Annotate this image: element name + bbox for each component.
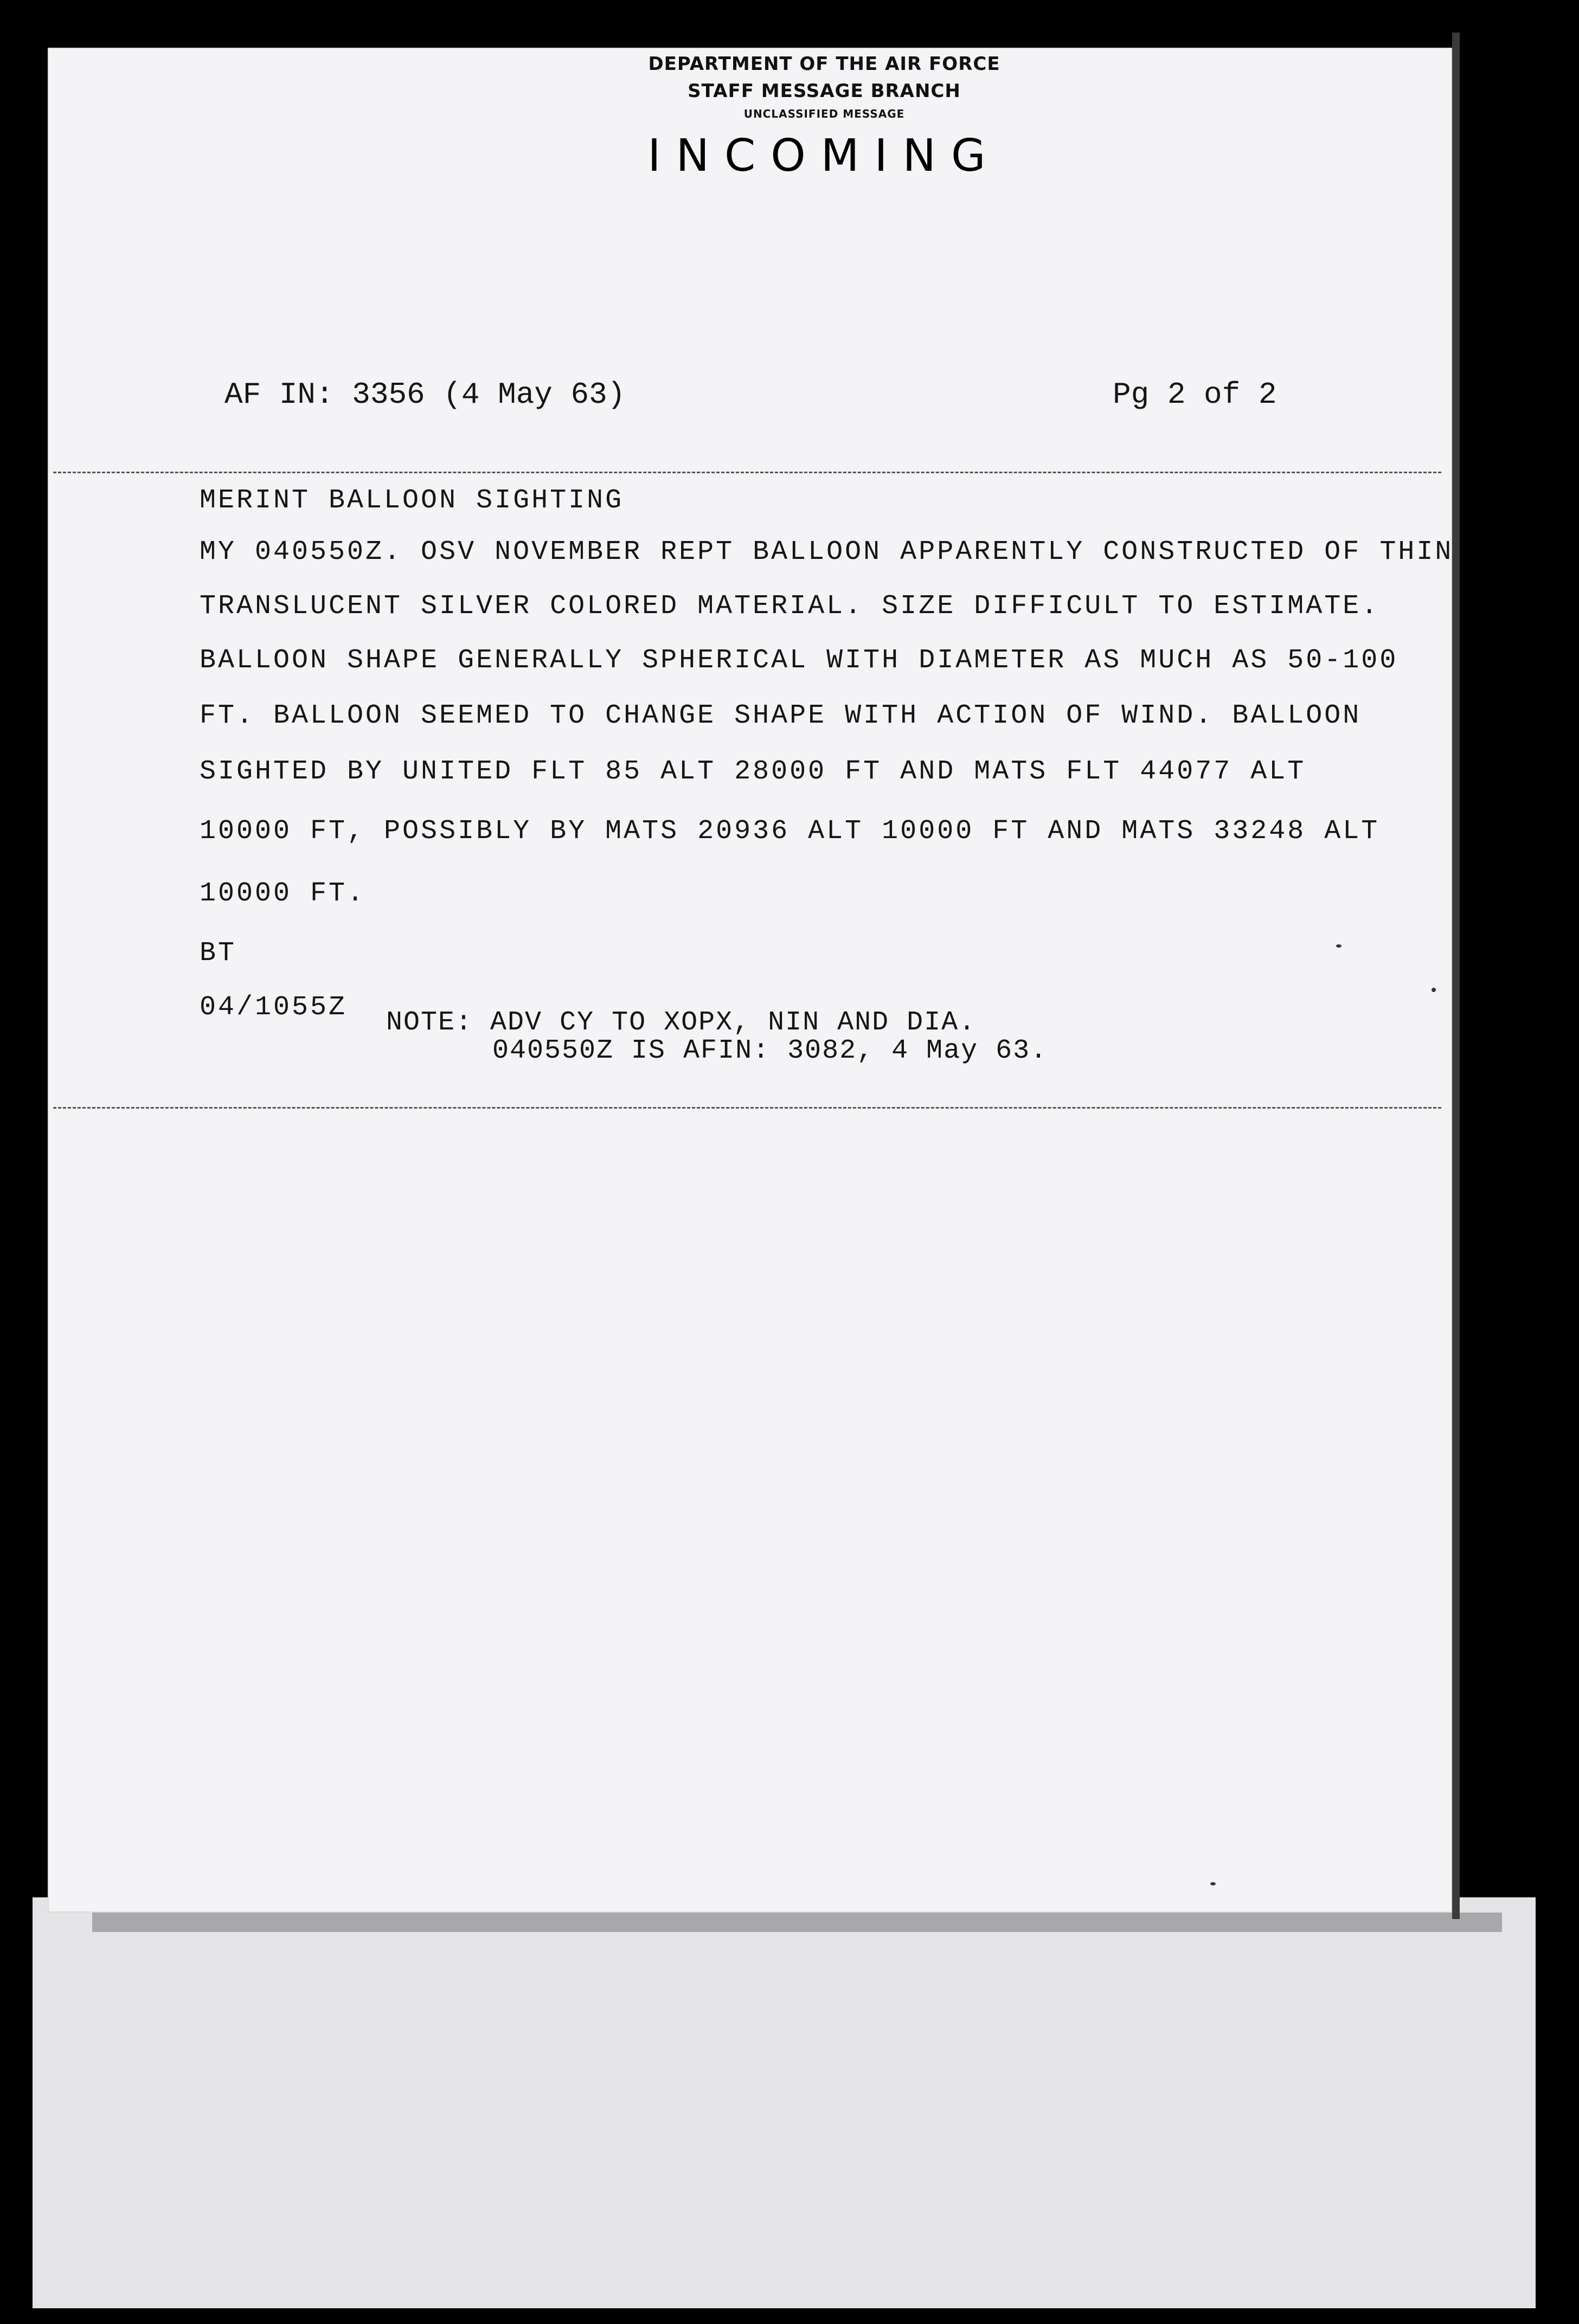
message-line: SIGHTED BY UNITED FLT 85 ALT 28000 FT AND MATS FLT 44077 ALT	[200, 756, 1306, 787]
message-line: TRANSLUCENT SILVER COLORED MATERIAL. SIZE DIFFICULT TO ESTIMATE.	[200, 591, 1380, 622]
bottom-divider	[53, 1107, 1441, 1109]
message-line: FT. BALLOON SEEMED TO CHANGE SHAPE WITH ACTION OF WIND. BALLOON	[200, 700, 1362, 731]
sheet-shadow	[92, 1913, 1502, 1932]
department-heading: DEPARTMENT OF THE AIR FORCE	[648, 53, 1000, 75]
break-marker: BT	[200, 938, 237, 969]
sheet-edge	[1452, 33, 1460, 1919]
message-line: MY 040550Z. OSV NOVEMBER REPT BALLOON APPARENTLY CONSTRUCTED OF THIN	[200, 537, 1454, 568]
af-in-reference: AF IN: 3356 (4 May 63)	[224, 377, 626, 412]
note-line: 040550Z IS AFIN: 3082, 4 May 63.	[492, 1035, 1048, 1066]
scan-speck	[1432, 988, 1436, 992]
classification-label: UNCLASSIFIED MESSAGE	[743, 107, 905, 120]
scan-speck	[1336, 944, 1341, 948]
message-line: BALLOON SHAPE GENERALLY SPHERICAL WITH DIAMETER AS MUCH AS 50-100	[200, 645, 1398, 676]
message-line: 10000 FT, POSSIBLY BY MATS 20936 ALT 10000 FT AND MATS 33248 ALT	[200, 816, 1380, 847]
time-group: 04/1055Z	[200, 992, 348, 1023]
page-indicator: Pg 2 of 2	[1113, 377, 1277, 412]
message-line: 10000 FT.	[200, 878, 366, 909]
note-line: NOTE: ADV CY TO XOPX, NIN AND DIA.	[386, 1007, 977, 1038]
message-line: MERINT BALLOON SIGHTING	[200, 485, 624, 516]
message-sheet	[48, 48, 1458, 1913]
backing-board	[33, 1897, 1536, 2308]
branch-heading: STAFF MESSAGE BRANCH	[688, 80, 961, 102]
scan-speck	[1210, 1882, 1216, 1885]
top-divider	[53, 472, 1441, 473]
incoming-title: INCOMING	[647, 130, 1001, 182]
